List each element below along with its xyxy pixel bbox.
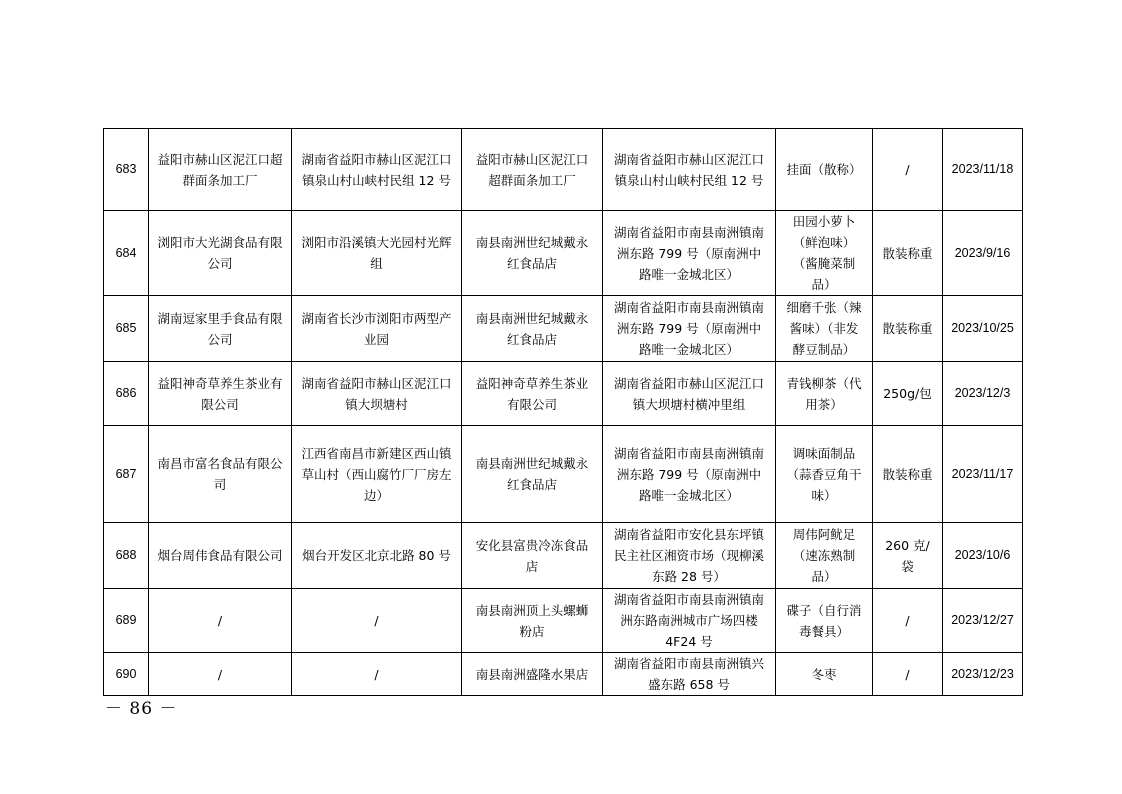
specification: / bbox=[873, 129, 943, 211]
seller-address: 湖南省益阳市赫山区泥江口镇大坝塘村横冲里组 bbox=[603, 362, 776, 426]
production-date: 2023/12/23 bbox=[943, 653, 1023, 696]
producer-name: / bbox=[149, 589, 292, 653]
production-date: 2023/11/18 bbox=[943, 129, 1023, 211]
product-name: 田园小萝卜（鲜泡味）（酱腌菜制品） bbox=[776, 211, 873, 296]
row-number: 690 bbox=[104, 653, 149, 696]
row-number: 687 bbox=[104, 426, 149, 523]
seller-address: 湖南省益阳市南县南洲镇南洲东路 799 号（原南洲中路唯一金城北区） bbox=[603, 211, 776, 296]
page-number: － 86 － bbox=[105, 699, 178, 719]
row-number: 685 bbox=[104, 296, 149, 362]
specification: 散装称重 bbox=[873, 296, 943, 362]
seller-name: 南县南洲盛隆水果店 bbox=[462, 653, 603, 696]
production-date: 2023/9/16 bbox=[943, 211, 1023, 296]
specification: 250g/包 bbox=[873, 362, 943, 426]
seller-name: 南县南洲世纪城戴永红食品店 bbox=[462, 211, 603, 296]
specification: / bbox=[873, 589, 943, 653]
specification: 散装称重 bbox=[873, 211, 943, 296]
inspection-table bbox=[103, 128, 1023, 696]
seller-address: 湖南省益阳市南县南洲镇南洲东路 799 号（原南洲中路唯一金城北区） bbox=[603, 296, 776, 362]
table-row bbox=[104, 129, 1023, 211]
seller-name: 南县南洲世纪城戴永红食品店 bbox=[462, 426, 603, 523]
seller-address: 湖南省益阳市安化县东坪镇民主社区湘资市场（现柳溪东路 28 号） bbox=[603, 523, 776, 589]
product-name: 碟子（自行消毒餐具） bbox=[776, 589, 873, 653]
row-number: 683 bbox=[104, 129, 149, 211]
seller-name: 安化县富贵冷冻食品店 bbox=[462, 523, 603, 589]
seller-name: 南县南洲世纪城戴永红食品店 bbox=[462, 296, 603, 362]
row-number: 686 bbox=[104, 362, 149, 426]
row-number: 684 bbox=[104, 211, 149, 296]
producer-address: 浏阳市沿溪镇大光园村光辉组 bbox=[292, 211, 462, 296]
production-date: 2023/12/27 bbox=[943, 589, 1023, 653]
table-row bbox=[104, 362, 1023, 426]
product-name: 青钱柳茶（代用茶） bbox=[776, 362, 873, 426]
product-name: 调味面制品（蒜香豆角干味） bbox=[776, 426, 873, 523]
seller-address: 湖南省益阳市南县南洲镇兴盛东路 658 号 bbox=[603, 653, 776, 696]
specification: 260 克/袋 bbox=[873, 523, 943, 589]
table-row bbox=[104, 523, 1023, 589]
producer-address: 湖南省益阳市赫山区泥江口镇泉山村山峡村民组 12 号 bbox=[292, 129, 462, 211]
specification: 散装称重 bbox=[873, 426, 943, 523]
producer-name: / bbox=[149, 653, 292, 696]
producer-address: 江西省南昌市新建区西山镇草山村（西山腐竹厂厂房左边） bbox=[292, 426, 462, 523]
production-date: 2023/12/3 bbox=[943, 362, 1023, 426]
table-row bbox=[104, 211, 1023, 296]
production-date: 2023/10/25 bbox=[943, 296, 1023, 362]
product-name: 细磨千张（辣酱味）（非发酵豆制品） bbox=[776, 296, 873, 362]
seller-name: 益阳市赫山区泥江口超群面条加工厂 bbox=[462, 129, 603, 211]
production-date: 2023/11/17 bbox=[943, 426, 1023, 523]
row-number: 688 bbox=[104, 523, 149, 589]
table-row bbox=[104, 426, 1023, 523]
producer-address: 湖南省益阳市赫山区泥江口镇大坝塘村 bbox=[292, 362, 462, 426]
specification: / bbox=[873, 653, 943, 696]
producer-name: 湖南逗家里手食品有限公司 bbox=[149, 296, 292, 362]
product-name: 冬枣 bbox=[776, 653, 873, 696]
seller-address: 湖南省益阳市南县南洲镇南洲东路 799 号（原南洲中路唯一金城北区） bbox=[603, 426, 776, 523]
producer-name: 益阳市赫山区泥江口超群面条加工厂 bbox=[149, 129, 292, 211]
table-row bbox=[104, 589, 1023, 653]
producer-name: 益阳神奇草养生茶业有限公司 bbox=[149, 362, 292, 426]
table-row bbox=[104, 653, 1023, 696]
production-date: 2023/10/6 bbox=[943, 523, 1023, 589]
producer-name: 浏阳市大光湖食品有限公司 bbox=[149, 211, 292, 296]
seller-address: 湖南省益阳市南县南洲镇南洲东路南洲城市广场四楼 4F24 号 bbox=[603, 589, 776, 653]
table-row bbox=[104, 296, 1023, 362]
seller-address: 湖南省益阳市赫山区泥江口镇泉山村山峡村民组 12 号 bbox=[603, 129, 776, 211]
producer-address: / bbox=[292, 589, 462, 653]
seller-name: 南县南洲顶上头螺蛳粉店 bbox=[462, 589, 603, 653]
producer-name: 南昌市富名食品有限公司 bbox=[149, 426, 292, 523]
producer-address: 湖南省长沙市浏阳市两型产业园 bbox=[292, 296, 462, 362]
seller-name: 益阳神奇草养生茶业有限公司 bbox=[462, 362, 603, 426]
product-name: 周伟阿鱿足（速冻熟制品） bbox=[776, 523, 873, 589]
producer-address: 烟台开发区北京北路 80 号 bbox=[292, 523, 462, 589]
product-name: 挂面（散称） bbox=[776, 129, 873, 211]
row-number: 689 bbox=[104, 589, 149, 653]
producer-name: 烟台周伟食品有限公司 bbox=[149, 523, 292, 589]
producer-address: / bbox=[292, 653, 462, 696]
